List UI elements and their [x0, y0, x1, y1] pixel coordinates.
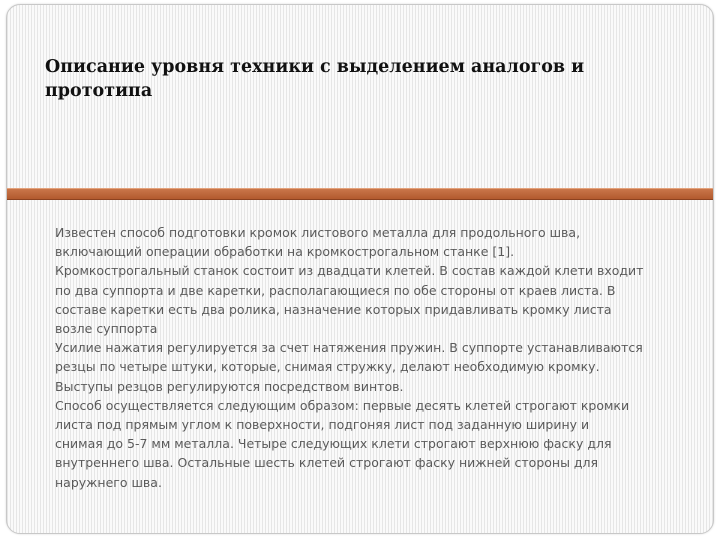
body-line: наружнего шва.	[55, 474, 162, 490]
body-line: Выступы резцов регулируются посредством винтов.	[55, 378, 404, 394]
title-line: прототипа	[45, 81, 153, 101]
body-line: Кромкострогальный станок состоит из двадцати клетей. В состав каждой клети входит	[55, 263, 644, 279]
slide-frame	[6, 4, 714, 534]
body-line: резцы по четыре штуки, которые, снимая стружку, делают необходимую кромку.	[55, 359, 600, 375]
body-line: листа под прямым углом к поверхности, подгоняя лист под заданную ширину и	[55, 417, 590, 433]
slide-title	[45, 55, 675, 103]
body-line: возле суппорта	[55, 321, 158, 337]
body-line: Известен способ подготовки кромок листового металла для продольного шва,	[55, 225, 581, 240]
body-line: Усилие нажатия регулируется за счет натяжения пружин. В суппорте устанавливаются	[55, 340, 643, 356]
accent-bar	[7, 188, 713, 200]
body-text	[55, 223, 665, 492]
title-line: Описание уровня техники с выделением аналогов и	[45, 57, 585, 77]
body-line: снимая до 5-7 мм металла. Четыре следующих клети строгают верхнюю фаску для	[55, 436, 612, 452]
body-line: включающий операции обработки на кромкострогальном станке [1].	[55, 244, 515, 260]
body-line: составе каретки есть два ролика, назначение которых придавливать кромку листа	[55, 301, 612, 317]
body-line: Способ осуществляется следующим образом: первые десять клетей строгают кромки	[55, 397, 630, 413]
body-line: внутреннего шва. Остальные шесть клетей строгают фаску нижней стороны для	[55, 455, 599, 471]
body-line: по два суппорта и две каретки, располагающиеся по обе стороны от краев листа. В	[55, 282, 616, 298]
